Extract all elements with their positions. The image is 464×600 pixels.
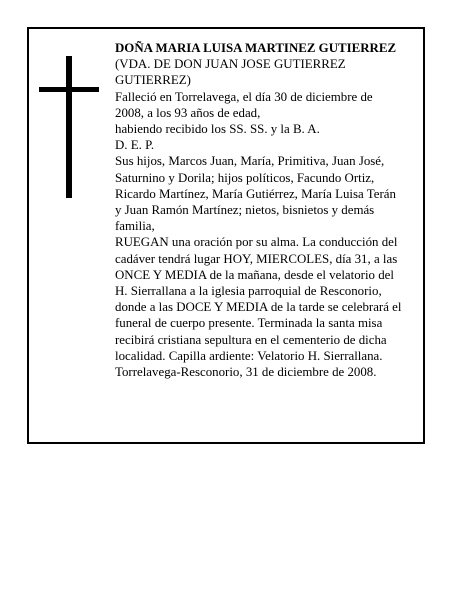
- widow-line: GUTIERREZ): [115, 73, 191, 88]
- family-line: Saturnino y Dorila; hijos políticos, Facundo Ortiz,: [115, 170, 375, 185]
- death-line: Falleció en Torrelavega, el día 30 de diciembre de: [115, 89, 373, 104]
- family-line: Sus hijos, Marcos Juan, María, Primitiva, Juan José,: [115, 154, 385, 169]
- family-line: familia,: [115, 219, 155, 234]
- request-line: RUEGAN una oración por su alma. La conducción del: [115, 235, 398, 250]
- request-line: funeral de cuerpo presente. Terminada la santa misa: [115, 316, 383, 331]
- death-line: 2008, a los 93 años de edad,: [115, 105, 261, 120]
- request-line: H. Sierrallana a la iglesia parroquial de Resconorio,: [115, 284, 382, 299]
- request-line: recibirá cristiana sepultura en el cementerio de dicha: [115, 332, 387, 347]
- deceased-name: DOÑA MARIA LUISA MARTINEZ GUTIERREZ: [115, 41, 397, 55]
- widow-line: (VDA. DE DON JUAN JOSE GUTIERREZ: [115, 57, 346, 72]
- cross-icon: [39, 56, 99, 198]
- dep-line: D. E. P.: [115, 138, 155, 153]
- place-date-line: Torrelavega-Resconorio, 31 de diciembre de 2008.: [115, 365, 377, 380]
- cross-vertical-bar: [66, 56, 72, 198]
- request-line: donde a las DOCE Y MEDIA de la tarde se celebrará el: [115, 300, 402, 315]
- death-line: habiendo recibido los SS. SS. y la B. A.: [115, 122, 320, 137]
- notice-text: [115, 40, 425, 380]
- request-line: cadáver tendrá lugar HOY, MIERCOLES, día 31, a las: [115, 251, 398, 266]
- family-line: y Juan Ramón Martínez; nietos, bisnietos y demás: [115, 203, 375, 218]
- family-line: Ricardo Martínez, María Gutiérrez, María Luisa Terán: [115, 186, 396, 201]
- request-line: localidad. Capilla ardiente: Velatorio H. Sierrallana.: [115, 348, 383, 363]
- request-line: ONCE Y MEDIA de la mañana, desde el velatorio del: [115, 267, 394, 282]
- obituary-notice: [27, 27, 425, 444]
- cross-horizontal-bar: [39, 87, 99, 92]
